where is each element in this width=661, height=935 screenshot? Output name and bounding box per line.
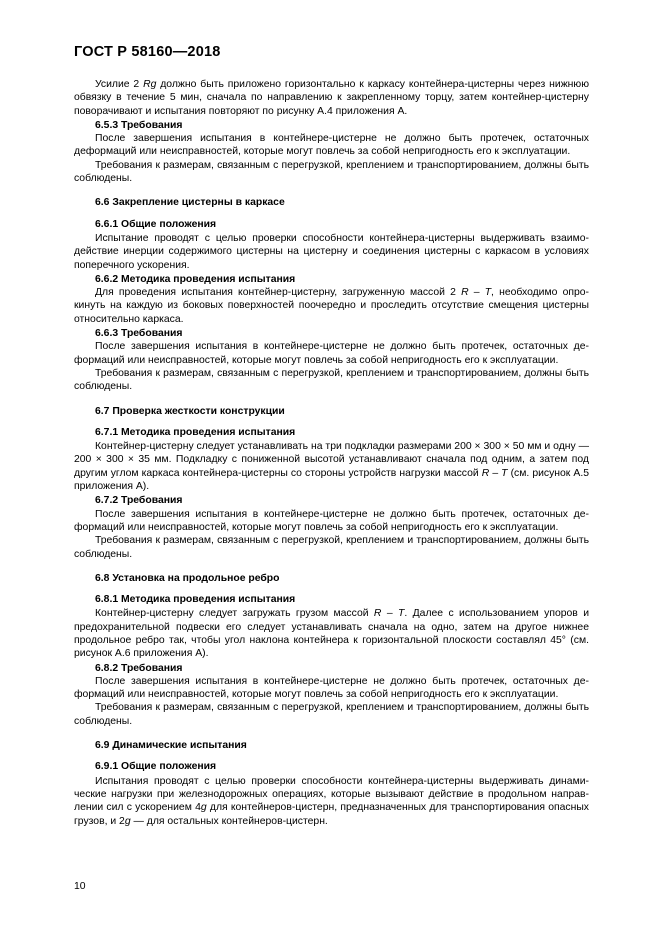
section-heading-6-8: 6.8 Установка на продольное ребро (95, 572, 280, 584)
subheading-6-7-1: 6.7.1 Методика проведения испытания (95, 426, 296, 438)
subheading-6-5-3: 6.5.3 Требования (95, 119, 183, 131)
symbol-rg: Rg (143, 79, 157, 90)
subheading-6-6-1: 6.6.1 Общие положения (95, 218, 217, 230)
subheading-6-9-1: 6.9.1 Общие положения (95, 761, 217, 773)
paragraph: Контейнер-цистерну следует загружать грузом массой R – T. Далее с использованием упоров и предохранительной подвески его следует устанавливать сначала на одно, затем на другое нижнее продольное ребро так, чтобы угол наклона контейнера к горизонтальной плоскости составлял 45° (см. рисунок А.6 приложения А). (74, 608, 590, 660)
subheading-6-6-2: 6.6.2 Методика проведения испытания (95, 273, 296, 285)
symbol-g: g (200, 802, 207, 814)
paragraph: Усилие 2 Rg должно быть приложено горизонтально к каркасу контейнера-цистерны через нижнюю обвязку в течение 5 мин, сначала по направлению к закрепленному торцу, затем контейнер-цистерну поворачивают и испытания повторяют по рисунку А.4 приложения А. (74, 79, 589, 117)
paragraph: Контейнер-цистерну следует устанавливать на три подкладки размерами 200 × 300 × 50 мм и одну — 200 × 300 × 35 мм. Подкладку с пониженной высотой устанавливают сначала под одним, а затем под другим углом каркаса контейнера-цистерны со стороны устройств нагрузки массой R – T (см. рисунок А.5 приложения А). (74, 441, 589, 493)
paragraph: Требования к размерам, связанным с перегрузкой, креплением и транспортированием, должны быть соблюдены. (74, 367, 589, 393)
symbol-t: T (501, 467, 508, 479)
symbol-t: T (398, 608, 405, 620)
paragraph: Испытание проводят с целью проверки способности контейнера-цистерны выдерживать взаимодействие инерции содержимого цистерны на цистерну и соединения цистерны с каркасом в условиях поперечного ускорения. (74, 232, 589, 271)
paragraph: Для проведения испытания контейнер-цистерну, загруженную массой 2 R – T, необходимо опрокинуть на каждую из боковых поверхностей поочередно и проследить отсутствие смещения цистерны относительно каркаса. (74, 287, 590, 325)
subheading-6-8-2: 6.8.2 Требования (95, 662, 183, 674)
symbol-t: T (484, 287, 492, 299)
paragraph: После завершения испытания в контейнере-цистерне не должно быть протечек, остаточных деформаций или неисправностей, которые могут повлечь за собой непригодность его к эксплуатации. (74, 675, 589, 701)
page-header-standard-number: ГОСТ Р 58160—2018 (74, 44, 221, 60)
subheading-6-6-3: 6.6.3 Требования (95, 328, 183, 340)
paragraph: Испытания проводят с целью проверки способности контейнера-цистерны выдерживать динамические нагрузки при железнодорожных операциях, которые вызывают действие в продольном направлении сил с ускорением 4g для контейнеров-цистерн, предназначенных для транспортирования опасных грузов, и 2g — для остальных контейнеров-цистерн. (74, 775, 590, 827)
page-number: 10 (74, 881, 86, 892)
paragraph: Требования к размерам, связанным с перегрузкой, креплением и транспортированием, должны быть соблюдены. (74, 159, 589, 185)
subheading-6-7-2: 6.7.2 Требования (95, 495, 183, 507)
subheading-6-8-1: 6.8.1 Методика проведения испытания (95, 594, 296, 606)
symbol-r: R (481, 467, 490, 479)
section-heading-6-6: 6.6 Закрепление цистерны в каркасе (95, 197, 285, 209)
paragraph: Требования к размерам, связанным с перегрузкой, креплением и транспортированием, должны быть соблюдены. (74, 702, 589, 727)
paragraph: После завершения испытания в контейнере-цистерне не должно быть протечек, остаточных деформаций или неисправностей, которые могут повлечь за собой непригодность его к эксплуатации. (74, 133, 589, 158)
paragraph: После завершения испытания в контейнере-цистерне не должно быть протечек, остаточных деформаций или неисправностей, которые могут повлечь за собой непригодность его к эксплуатации. (74, 341, 589, 366)
document-body (74, 78, 589, 828)
symbol-r: R (373, 608, 382, 620)
symbol-g: g (124, 815, 131, 827)
paragraph: После завершения испытания в контейнере-цистерне не должно быть протечек, остаточных деформаций или неисправностей, которые могут повлечь за собой непригодность его к эксплуатации. (74, 508, 589, 533)
section-heading-6-7: 6.7 Проверка жесткости конструкции (95, 405, 285, 417)
symbol-r: R (461, 287, 469, 299)
section-heading-6-9: 6.9 Динамические испытания (95, 740, 247, 752)
paragraph: Требования к размерам, связанным с перегрузкой, креплением и транспортированием, должны быть соблюдены. (74, 535, 589, 560)
